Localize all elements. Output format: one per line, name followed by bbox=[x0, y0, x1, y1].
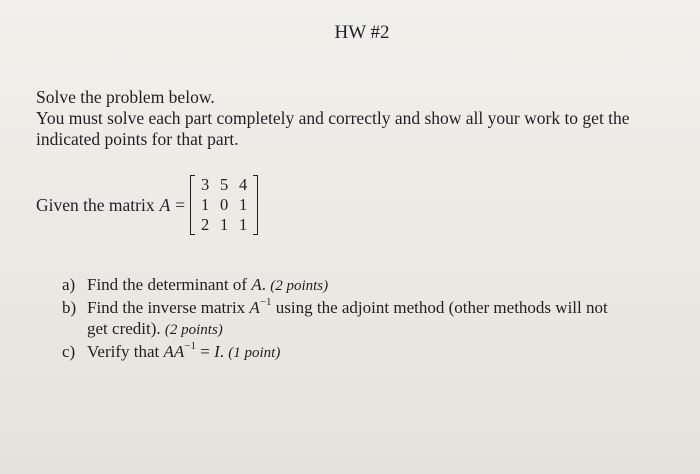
matrix-grid bbox=[197, 175, 251, 235]
punctuation: . bbox=[219, 342, 224, 361]
equals-sign: = bbox=[175, 194, 186, 215]
math-variable: A bbox=[251, 275, 262, 294]
matrix-cell: 1 bbox=[239, 195, 248, 214]
part-text: Find the inverse matrix bbox=[87, 298, 250, 317]
matrix-cell: 3 bbox=[201, 175, 210, 194]
given-matrix-statement bbox=[36, 172, 258, 238]
part-body bbox=[87, 297, 662, 318]
superscript: −1 bbox=[184, 340, 196, 353]
part-a bbox=[62, 274, 662, 297]
given-label: Given the matrix bbox=[36, 194, 155, 215]
math-variable: AA bbox=[163, 342, 185, 361]
part-letter: c) bbox=[62, 342, 76, 361]
part-body bbox=[87, 274, 662, 297]
math-variable: A bbox=[249, 298, 260, 317]
matrix-cell: 1 bbox=[201, 195, 210, 214]
math-variable: I bbox=[214, 342, 220, 361]
part-c bbox=[62, 341, 662, 364]
part-text: using the adjoint method (other methods will not bbox=[271, 298, 608, 317]
instruction-line-1: Solve the problem below. bbox=[36, 87, 215, 107]
part-b bbox=[62, 297, 662, 318]
part-text: Verify that bbox=[87, 342, 164, 361]
part-text: Find the determinant of bbox=[87, 275, 252, 294]
points-label: (2 points) bbox=[270, 278, 329, 294]
page-title: HW #2 bbox=[334, 22, 390, 43]
matrix-cell: 0 bbox=[220, 195, 229, 214]
instruction-line-3: indicated points for that part. bbox=[36, 129, 239, 149]
part-letter: b) bbox=[62, 298, 77, 317]
matrix-cell: 5 bbox=[220, 175, 229, 194]
problem-parts bbox=[62, 274, 662, 364]
matrix-cell: 1 bbox=[239, 215, 248, 234]
points-label: (2 points) bbox=[164, 322, 223, 338]
punctuation: . bbox=[261, 275, 266, 294]
matrix-cell: 2 bbox=[201, 215, 210, 234]
matrix-A bbox=[190, 174, 258, 236]
matrix-cell: 4 bbox=[239, 175, 248, 194]
points-label: (1 point) bbox=[228, 345, 281, 361]
part-b-continuation bbox=[62, 318, 662, 341]
part-text: get credit). bbox=[87, 319, 165, 338]
part-letter: a) bbox=[62, 275, 76, 294]
instructions bbox=[36, 87, 676, 150]
matrix-variable: A bbox=[159, 194, 171, 215]
part-text: = bbox=[195, 342, 215, 361]
matrix-cell: 1 bbox=[220, 215, 229, 234]
instruction-line-2: You must solve each part completely and correctly and show all your work to get the bbox=[36, 108, 630, 128]
superscript: −1 bbox=[259, 296, 272, 309]
part-body bbox=[87, 341, 662, 364]
